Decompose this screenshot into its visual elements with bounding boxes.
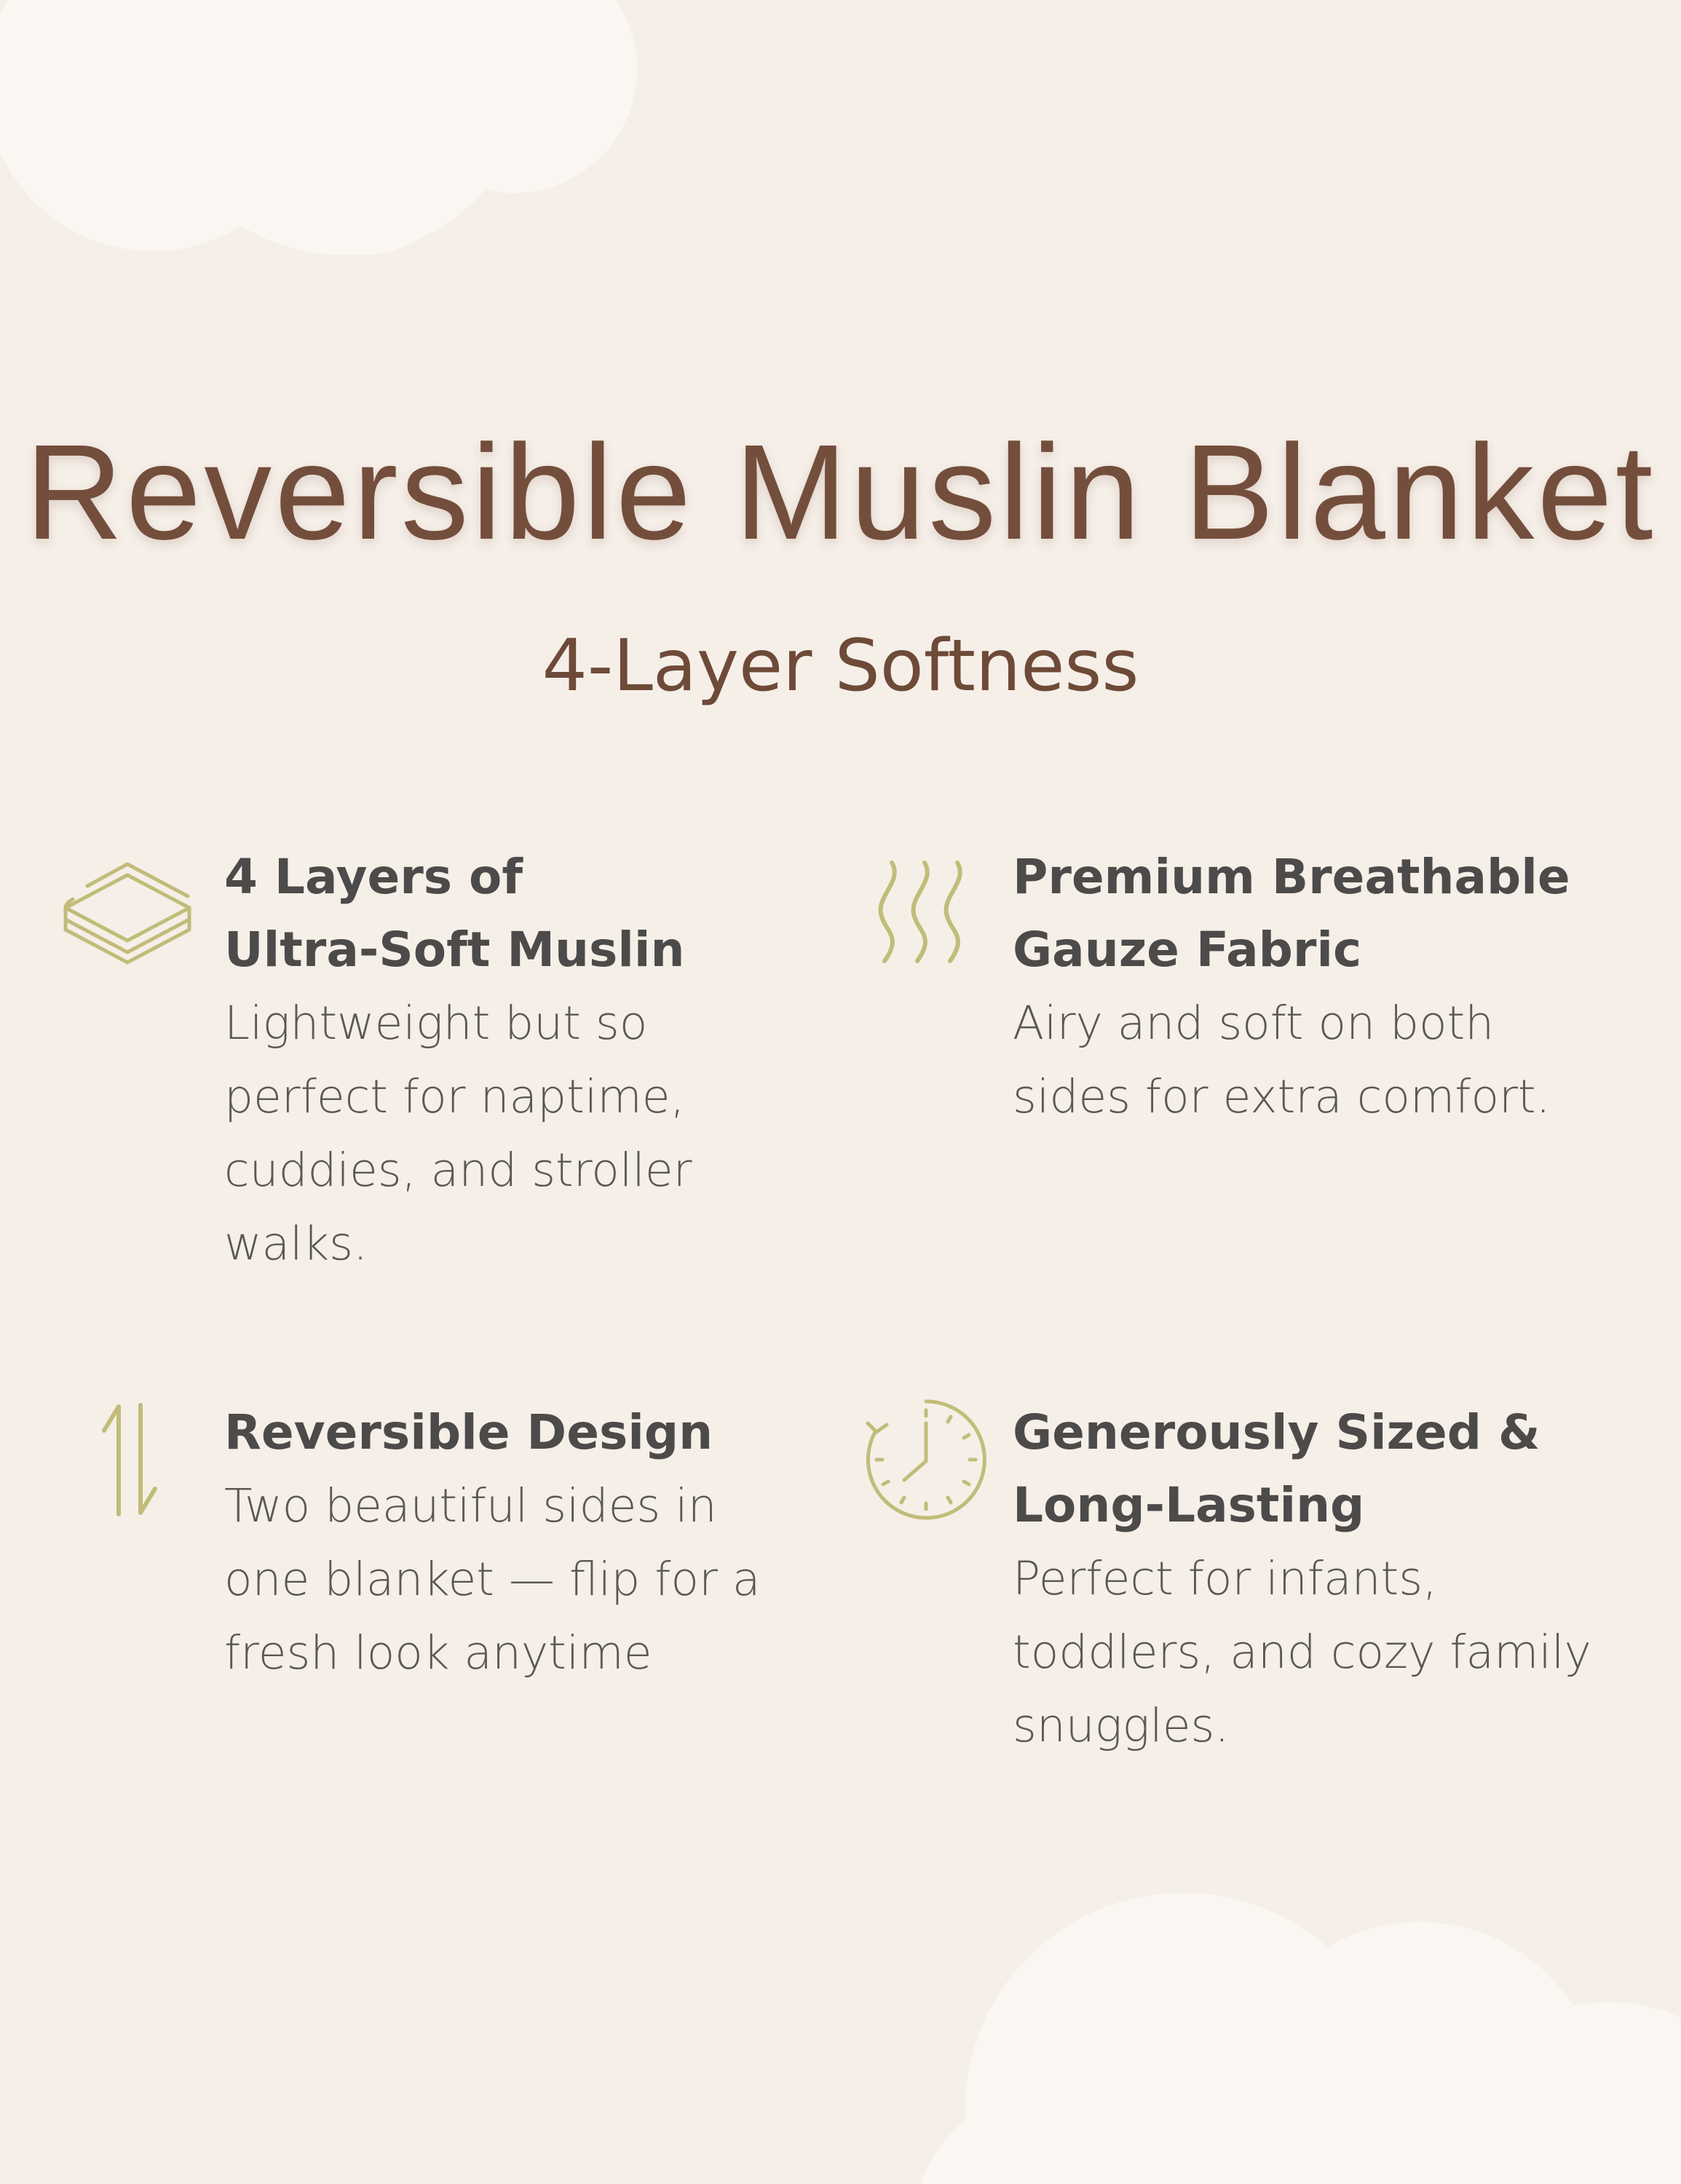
feature-sized-body-line: toddlers, and cozy family <box>1013 1626 1591 1679</box>
feature-layers-body-line: cuddies, and stroller <box>224 1144 692 1197</box>
feature-reversible-body-line: one blanket — flip for a <box>224 1553 761 1606</box>
breathable-waves-icon <box>870 855 979 972</box>
feature-breathable-title-line: Gauze Fabric <box>1013 922 1362 978</box>
clock-icon <box>861 1394 992 1525</box>
feature-layers-title-line: 4 Layers of <box>224 849 523 905</box>
feature-sized-body-line: Perfect for infants, <box>1013 1552 1438 1605</box>
feature-layers-body-line: perfect for naptime, <box>224 1070 685 1123</box>
feature-layers-title-line: Ultra-Soft Muslin <box>224 922 685 978</box>
feature-reversible <box>224 1396 761 1690</box>
page-title: Reversible Muslin Blanket <box>25 417 1656 568</box>
feature-reversible-title-line: Reversible Design <box>224 1404 713 1460</box>
folded-blanket-icon <box>58 848 204 972</box>
feature-sized <box>1013 1396 1591 1762</box>
feature-layers <box>224 841 692 1281</box>
feature-breathable <box>1013 841 1570 1133</box>
feature-sized-title-line: Generously Sized & <box>1013 1404 1540 1460</box>
feature-sized-body-line: snuggles. <box>1013 1699 1230 1752</box>
feature-layers-body-line: walks. <box>224 1217 368 1270</box>
feature-breathable-title-line: Premium Breathable <box>1013 849 1570 905</box>
feature-reversible-body-line: fresh look anytime <box>224 1626 652 1679</box>
feature-layers-body-line: Lightweight but so <box>224 997 648 1050</box>
reverse-arrows-icon <box>93 1398 166 1522</box>
feature-reversible-body-line: Two beautiful sides in <box>224 1479 717 1532</box>
feature-breathable-body-line: Airy and soft on both <box>1013 997 1495 1050</box>
feature-sized-title-line: Long-Lasting <box>1013 1477 1365 1533</box>
feature-breathable-body-line: sides for extra comfort. <box>1013 1070 1551 1123</box>
page-subtitle: 4-Layer Softness <box>542 625 1139 708</box>
